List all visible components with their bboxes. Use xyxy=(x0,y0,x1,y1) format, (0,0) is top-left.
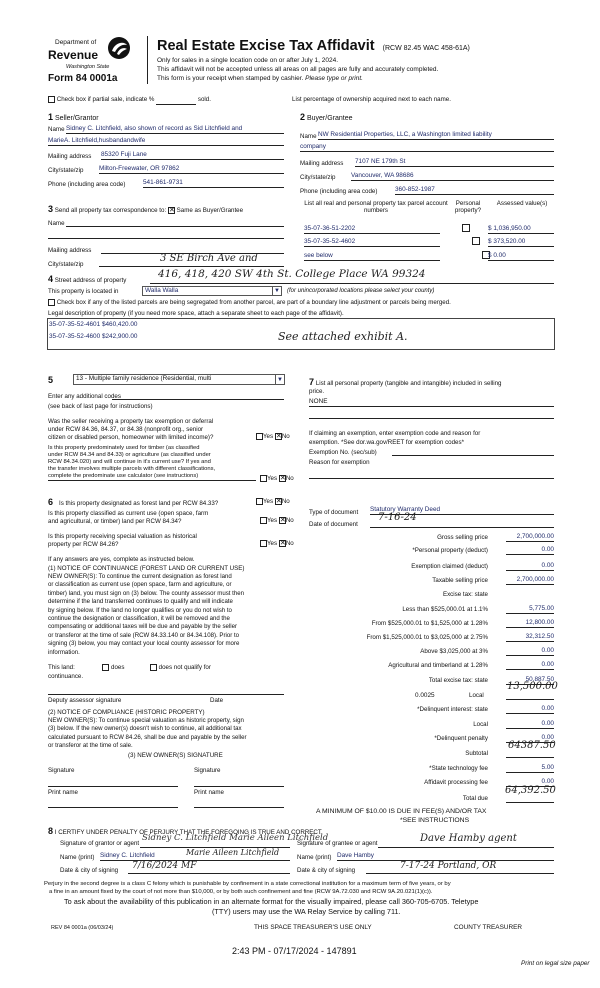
notice-2-line: calculated pursuant to RCW 84.26, shall be due and payable by the seller xyxy=(48,733,247,741)
tax-value-4[interactable]: 2,700,000.00 xyxy=(506,576,554,585)
personal-value[interactable]: NONE xyxy=(309,398,328,405)
street-label-text: Street address of property xyxy=(54,277,127,284)
timber-yes-checkbox[interactable] xyxy=(260,475,267,482)
rev-number: REV 84 0001a (06/03/24) xyxy=(51,925,114,931)
notice-1-line: compensating or additional taxes will be due and payable by the seller xyxy=(48,623,238,631)
seller-city-field[interactable]: Milton-Freewater, OR 97862 xyxy=(99,165,284,174)
grantee-sig-field[interactable] xyxy=(378,847,554,848)
buyer-city-field[interactable]: Vancouver, WA 98686 xyxy=(351,172,554,181)
legal-desc-label: Legal description of property (if you need more space, attach a separate sheet to each page of the affidavit). xyxy=(48,310,344,317)
forest-num: 6 xyxy=(48,497,54,507)
q-timber-underline xyxy=(48,480,256,481)
header-divider xyxy=(147,36,148,84)
assessed-col-header: Assessed value(s) xyxy=(496,200,548,207)
notice-1-line: signing (3) below, you may contact your local county assessor for more xyxy=(48,640,240,648)
tax-value-1[interactable]: 2,700,000.00 xyxy=(506,533,554,542)
notice-1-heading: (1) NOTICE OF CONTINUANCE (FOREST LAND OR CURRENT USE) xyxy=(48,565,245,572)
grantee-sig-label: Signature of grantee or agent xyxy=(297,840,378,847)
local-rate: 0.0025 xyxy=(415,692,435,699)
historic-yes-checkbox[interactable] xyxy=(260,540,267,547)
buyer-name-field-2[interactable]: company xyxy=(300,143,554,152)
buyer-heading xyxy=(300,112,353,123)
does-not-label: does not qualify for xyxy=(158,664,211,672)
pct-ownership-note: List percentage of ownership acquired next to each name. xyxy=(292,96,451,103)
exemption-label-2: exemption. *See dor.wa.gov/REET for exemption codes* xyxy=(309,439,465,446)
certify-text: I CERTIFY UNDER PENALTY OF PERJURY THAT THE FOREGOING IS TRUE AND CORRECT xyxy=(54,829,322,836)
q-timber-answer xyxy=(260,475,294,483)
notice-2-line: NEW OWNER(S): To continue special valuation as historic property, sign xyxy=(48,717,244,724)
street-handwriting: 416, 418, 420 SW 4th St. College Place WA 99324 xyxy=(158,268,426,280)
seller-addr-field[interactable]: 85320 Fuji Lane xyxy=(101,151,284,160)
land-use-value: 13 - Multiple family residence (Residential, multi xyxy=(76,375,212,382)
county-select[interactable] xyxy=(142,286,282,296)
deputy-date-label: Date xyxy=(210,697,224,704)
exemption-label-1: If claiming an exemption, enter exemption code and reason for xyxy=(309,430,481,437)
tax-label-6: Less than $525,000.01 at 1.1% xyxy=(402,606,488,613)
forest-no-label: No xyxy=(281,498,290,506)
if-any-note: If any answers are yes, complete as instructed below. xyxy=(48,556,195,563)
forest-yes-checkbox[interactable] xyxy=(256,498,263,505)
seller-addr-label: Mailing address xyxy=(48,153,92,160)
seller-phone-field[interactable]: 541-861-9731 xyxy=(143,179,284,188)
q-current-use-2: and agricultural, or timber) land per RCW 84.34? xyxy=(48,518,182,525)
exemption-no-checkbox[interactable] xyxy=(275,433,282,440)
notice-1-body xyxy=(48,573,244,657)
q-timber-3: RCW 84.34.020) and will continue in it's current use? If yes and xyxy=(48,459,211,465)
dept-label: Department of xyxy=(55,39,97,46)
notice-1-line: NEW OWNER(S): To continue the current designation as forest land xyxy=(48,573,232,580)
seller-phone-label: Phone (including area code) xyxy=(48,181,126,188)
tax-label-4: Taxable selling price xyxy=(432,577,488,584)
county-note: (for unincorporated locations please select your county) xyxy=(287,288,435,294)
notice-1-line: determine if the land transferred continues to qualify and will indicate xyxy=(48,598,233,606)
tax-value-11[interactable]: 50,887.50 xyxy=(506,676,554,685)
seller-num: 1 xyxy=(48,112,54,122)
seller-name-field-2[interactable]: MarieA. Litchfield,husbandandwife xyxy=(48,137,284,146)
buyer-addr-field[interactable]: 7107 NE 179th St xyxy=(355,158,554,167)
header-note-2: This affidavit will not be accepted unless all areas on all pages are fully and accurately completed. xyxy=(157,66,439,73)
tax-value-9[interactable]: 0.00 xyxy=(506,647,554,656)
delinq-local-value[interactable]: 0.00 xyxy=(506,720,554,729)
grantor-print-label: Name (print) xyxy=(60,854,95,861)
buyer-addr-label: Mailing address xyxy=(300,160,344,167)
land-use-select[interactable] xyxy=(73,374,285,385)
historic-yes-label: Yes xyxy=(267,540,278,548)
q-forest: Is this property designated as forest land per RCW 84.33? xyxy=(59,500,219,507)
q-timber-1: Is this property predominately used for timber (as classified xyxy=(48,445,200,451)
perjury-line-2: a fine in an amount fixed by the court of not more than $10,000, or by both such confinement and fine (RCW 9A.72.030 and RCW 9A.20.021(1)(c)). xyxy=(49,889,433,895)
q-timber-2: under RCW 84.34 and 84.33) or agriculture (as classified under xyxy=(48,452,211,458)
see-instructions: *SEE INSTRUCTIONS xyxy=(400,817,470,824)
notice-1-line: continue the designation or classification, it will be removed and the xyxy=(48,615,230,623)
local-label: Local xyxy=(469,692,484,699)
q-historic-1: Is this property receiving special valuation as historical xyxy=(48,533,197,540)
segregation-row xyxy=(48,299,451,307)
parcel-row-1[interactable]: 35-07-36-51-2202 xyxy=(304,225,440,234)
street-label xyxy=(48,274,126,285)
segregation-label: Check box if any of the listed parcels are being segregated from another parcel, are part of a boundary line adjustment or parcels being merged. xyxy=(56,299,451,307)
delinq-int-value[interactable]: 0.00 xyxy=(506,705,554,714)
grantor-date-label: Date & city of signing xyxy=(60,867,119,874)
chevron-down-icon: ▼ xyxy=(275,375,284,385)
current-use-yes-checkbox[interactable] xyxy=(260,517,267,524)
q-exemption-answer xyxy=(256,433,290,441)
tax-label-8: From $1,525,000.01 to $3,025,000 at 2.75% xyxy=(366,634,488,641)
personal-num: 7 xyxy=(309,377,315,387)
owner-print-label-2: Print name xyxy=(194,789,224,796)
delinq-pen-label: *Delinquent penalty xyxy=(434,735,488,742)
owner-sig-field-1[interactable] xyxy=(48,786,178,787)
personal-property-label xyxy=(309,377,502,388)
seller-heading xyxy=(48,112,99,123)
buyer-city-label: City/state/zip xyxy=(300,174,336,181)
subtotal-label: Subtotal xyxy=(465,750,488,757)
personal-label-2: price. xyxy=(309,388,325,395)
header-note-3b: Please type or print. xyxy=(305,75,363,82)
notice-2-line: or transferor at the time of sale. xyxy=(48,742,133,750)
partial-sale-label: Check box if partial sale, indicate % xyxy=(56,96,155,104)
tax-label-3: Exemption claimed (deduct) xyxy=(411,563,488,570)
forest-no-checkbox[interactable] xyxy=(275,498,282,505)
this-land-label: This land: xyxy=(48,664,75,672)
buyer-phone-field[interactable]: 360-852-1987 xyxy=(395,186,554,195)
personal-line-2 xyxy=(309,418,554,419)
header-note-3a: This form is your receipt when stamped by cashier. xyxy=(157,75,304,82)
this-land-row xyxy=(48,664,211,672)
assessed-row-3[interactable]: $ 0.00 xyxy=(488,252,554,261)
owner-print-field-2[interactable] xyxy=(194,807,284,808)
additional-codes-field[interactable] xyxy=(112,399,284,400)
doc-date-field[interactable] xyxy=(370,527,554,528)
q-historic-2: property per RCW 84.26? xyxy=(48,541,119,548)
grantor-sig-handwriting: Sidney C. Litchfield Marie Aileen Litchfield xyxy=(142,833,329,843)
notice-1-line: by signing below. If the land no longer qualifies or you do not wish to xyxy=(48,606,232,614)
recording-stamp: 2:43 PM - 07/17/2024 - 147891 xyxy=(232,946,357,956)
additional-codes-label: Enter any additional codes xyxy=(48,393,121,400)
buyer-heading-text: Buyer/Grantee xyxy=(306,115,353,122)
street-num: 4 xyxy=(48,274,54,284)
segregation-checkbox[interactable] xyxy=(48,299,55,306)
exemption-no-label: Exemption No. (sec/sub) xyxy=(309,449,377,456)
revenue-logo-icon xyxy=(106,36,132,60)
notice-2-heading: (2) NOTICE OF COMPLIANCE (HISTORIC PROPERTY) xyxy=(48,709,205,716)
buyer-num: 2 xyxy=(300,112,306,122)
corr-heading xyxy=(48,204,243,215)
certify-num: 8 xyxy=(48,826,54,836)
q-current-use-1: Is this property classified as current use (open space, farm xyxy=(48,510,209,517)
reason-label: Reason for exemption xyxy=(309,459,370,466)
q-historic-answer xyxy=(260,540,294,548)
doc-type-field[interactable]: Statutory Warranty Deed xyxy=(370,506,554,515)
corr-name-field-2[interactable] xyxy=(48,238,284,239)
tax-value-2[interactable]: 0.00 xyxy=(506,546,554,555)
local-handwriting: 13,500.00 xyxy=(507,681,558,692)
delinq-local-label: Local xyxy=(473,721,488,728)
tax-label-10: Agricultural and timberland at 1.28% xyxy=(388,662,488,669)
tax-value-6[interactable]: 5,775.00 xyxy=(506,605,554,614)
does-checkbox[interactable] xyxy=(102,664,109,671)
grantee-date-handwriting: 7-17-24 Portland, OR xyxy=(400,861,497,871)
exemption-no-label: No xyxy=(281,433,290,441)
see-back-label: (see back of last page for instructions) xyxy=(48,403,153,410)
parcel-row-3[interactable]: see below xyxy=(304,252,440,261)
historic-no-label: No xyxy=(285,540,294,548)
tech-fee-label: *State technology fee xyxy=(429,765,488,772)
brand-name: Revenue xyxy=(48,48,99,62)
notice-2-line: (3) below. If the new owner(s) doesn't wish to continue, all additional tax xyxy=(48,725,242,733)
assessed-row-2[interactable]: $ 373,520.00 xyxy=(488,238,554,247)
grantee-print-label: Name (print) xyxy=(297,854,332,861)
legal-size-note: Print on legal size paper xyxy=(521,960,590,967)
buyer-name-label: Name xyxy=(300,133,317,140)
header-note-1: Only for sales in a single location code on or after July 1, 2024. xyxy=(157,57,339,64)
notice-1-line: information. xyxy=(48,648,80,656)
tax-value-8[interactable]: 32,312.50 xyxy=(506,633,554,642)
header-note-3 xyxy=(157,75,363,83)
seller-city-label: City/state/zip xyxy=(48,167,84,174)
q-exemption-2: under RCW 84.36, 84.37, or 84.38 (nonprofit org., senior xyxy=(48,426,204,433)
tax-value-10[interactable]: 0.00 xyxy=(506,661,554,670)
tax-label-11: Total excise tax: state xyxy=(428,677,488,684)
land-use-num: 5 xyxy=(48,375,54,385)
doc-date-handwriting: 7-16-24 xyxy=(378,512,417,523)
grantor-date-field[interactable] xyxy=(128,873,290,874)
current-use-no-label: No xyxy=(285,517,294,525)
q-timber-5: complete the predominate use calculator (see instructions) xyxy=(48,473,199,479)
parcel-col-header: List all real and personal property tax parcel account numbers xyxy=(304,200,448,215)
deputy-sig-label: Deputy assessor signature xyxy=(48,697,122,704)
doc-date-label: Date of document xyxy=(309,521,358,528)
q-exemption-3: citizen or disabled person, homeowner with limited income)? xyxy=(48,434,214,441)
street-field[interactable] xyxy=(150,283,554,284)
partial-pct-field[interactable] xyxy=(156,96,196,104)
current-use-no-checkbox[interactable] xyxy=(279,517,286,524)
tax-label-7: From $525,000.01 to $1,525,000 at 1.28% xyxy=(371,620,488,627)
total-due-label: Total due xyxy=(462,795,488,802)
grantee-print-field[interactable]: Dave Hamby xyxy=(337,852,554,861)
tax-value-3[interactable]: 0.00 xyxy=(506,562,554,571)
owner-sig-field-2[interactable] xyxy=(194,786,284,787)
q-forest-answer xyxy=(256,498,290,506)
exemption-yes-checkbox[interactable] xyxy=(256,433,263,440)
seller-name-field[interactable]: Sidney C. Litchfield, also shown of record as Sid Litchfield and xyxy=(66,125,284,134)
corr-heading-text: Send all property tax correspondence to: xyxy=(54,207,167,214)
notice-3-heading: (3) NEW OWNER(S) SIGNATURE xyxy=(128,752,223,759)
notice-2-body xyxy=(48,717,247,751)
q-exemption-1: Was the seller receiving a property tax exemption or deferral xyxy=(48,418,214,425)
tax-label-5: Excise tax: state xyxy=(442,591,488,598)
subtotal-handwriting: 64387.50 xyxy=(508,740,556,751)
tax-value-7[interactable]: 12,800.00 xyxy=(506,619,554,628)
parcel-row-2[interactable]: 35-07-35-52-4602 xyxy=(304,238,440,247)
corr-name-field[interactable] xyxy=(66,226,284,227)
alt-format-line-1: To ask about the availability of this publication in an alternate format for the visually impaired, please call 360-705-6705. Teletype xyxy=(64,897,479,906)
same-as-buyer-label: Same as Buyer/Grantee xyxy=(176,207,244,214)
owner-print-field-1[interactable] xyxy=(48,807,178,808)
page-title xyxy=(157,38,470,55)
owner-sig-label-1: Signature xyxy=(48,767,75,774)
chevron-down-icon: ▼ xyxy=(272,287,281,296)
partial-sale-row xyxy=(48,96,211,105)
grantee-sig-handwriting: Dave Hamby agent xyxy=(420,833,517,844)
grantor-sig-label: Signature of grantor or agent xyxy=(60,840,140,847)
county-treasurer-label: COUNTY TREASURER xyxy=(454,924,522,931)
q-current-use-answer xyxy=(260,517,294,525)
tax-label-1: Gross selling price xyxy=(437,534,488,541)
delinq-int-label: *Delinquent interest: state xyxy=(417,706,488,713)
continuance-label: continuance. xyxy=(48,673,84,680)
timber-no-checkbox[interactable] xyxy=(279,475,286,482)
timber-yes-label: Yes xyxy=(267,475,278,483)
perjury-line-1: Perjury in the second degree is a class C felony which is punishable by confinement in a state correctional institution for a maximum term of five years, or by xyxy=(44,881,451,887)
notice-1-line: or classification as current use (open space, farm and agriculture, or xyxy=(48,581,232,589)
grantee-date-label: Date & city of signing xyxy=(297,867,356,874)
notice-1-line: timber) land, you must sign on (3) below. The county assessor must then xyxy=(48,589,244,597)
partial-sale-checkbox[interactable] xyxy=(48,96,55,103)
personal-checkbox-1[interactable] xyxy=(462,224,470,232)
title-ref: (RCW 82.45 WAC 458-61A) xyxy=(382,45,470,52)
partial-sold-label: sold. xyxy=(197,96,211,104)
form-number: Form 84 0001a xyxy=(48,73,118,84)
tech-fee-value[interactable]: 5.00 xyxy=(506,764,554,773)
minimum-note: A MINIMUM OF $10.00 IS DUE IN FEE(S) AND/OR TAX xyxy=(316,808,487,815)
title-text: Real Estate Excise Tax Affidavit xyxy=(157,38,375,54)
personal-line-1 xyxy=(309,406,554,407)
processing-fee-value[interactable]: 0.00 xyxy=(506,778,554,787)
historic-no-checkbox[interactable] xyxy=(279,540,286,547)
timber-no-label: No xyxy=(285,475,294,483)
exemption-yes-label: Yes xyxy=(263,433,274,441)
seller-heading-text: Seller/Grantor xyxy=(54,115,99,122)
personal-checkbox-2[interactable] xyxy=(472,237,480,245)
tax-label-2: *Personal property (deduct) xyxy=(412,547,488,554)
located-label: This property is located in xyxy=(48,288,119,295)
delinq-pen-value[interactable]: 0.00 xyxy=(506,734,554,743)
corr-city-field[interactable] xyxy=(99,266,284,267)
processing-fee-label: Affidavit processing fee xyxy=(424,779,488,786)
state-label: Washington State xyxy=(66,64,110,70)
grantor-print-handwriting: Marie Aileen Litchfield xyxy=(186,848,280,857)
buyer-phone-label: Phone (including area code) xyxy=(300,188,378,195)
deputy-sig-field[interactable] xyxy=(48,694,284,695)
assessed-row-1[interactable]: $ 1,036,950.00 xyxy=(488,225,554,234)
grantor-date-handwriting: 7/16/2024 MF xyxy=(132,861,197,871)
corr-addr-label: Mailing address xyxy=(48,247,92,254)
county-value: Walla Walla xyxy=(145,287,179,294)
forest-yes-label: Yes xyxy=(263,498,274,506)
treasurer-use-label: THIS SPACE TREASURER'S USE ONLY xyxy=(254,924,372,931)
personal-col-header: Personal property? xyxy=(454,200,482,215)
corr-city-handwriting: 3 SE Birch Ave and xyxy=(160,253,258,264)
buyer-name-field[interactable]: NW Residential Properties, LLC, a Washington limited liability xyxy=(318,131,554,140)
owner-print-label-1: Print name xyxy=(48,789,78,796)
exemption-no-field[interactable] xyxy=(392,455,554,456)
corr-name-label: Name xyxy=(48,220,65,227)
personal-label-1: List all personal property (tangible and intangible) included in selling xyxy=(315,380,502,387)
same-as-buyer-checkbox[interactable] xyxy=(168,207,175,214)
owner-sig-label-2: Signature xyxy=(194,767,221,774)
corr-city-label: City/state/zip xyxy=(48,261,84,268)
does-label: does xyxy=(111,664,125,672)
doc-type-label: Type of document xyxy=(309,509,359,516)
seller-name-label: Name xyxy=(48,126,65,133)
reason-field[interactable] xyxy=(309,478,554,479)
corr-num: 3 xyxy=(48,204,54,214)
current-use-yes-label: Yes xyxy=(267,517,278,525)
total-due-handwriting: 64,392.50 xyxy=(505,785,556,796)
legal-desc-line-1: 35-07-35-52-4601 $460,420.00 xyxy=(49,321,138,328)
grantor-print-field[interactable]: Sidney C. Litchfield xyxy=(100,852,290,861)
notice-1-line: or transferor at the time of sale (RCW 84.33.140 or 84.34.108). Prior to xyxy=(48,631,240,639)
tax-label-9: Above $3,025,000 at 3% xyxy=(420,648,488,655)
legal-desc-line-2: 35-07-35-52-4600 $242,900.00 xyxy=(49,333,138,340)
alt-format-line-2: (TTY) users may use the WA Relay Service by calling 711. xyxy=(212,907,401,916)
does-not-checkbox[interactable] xyxy=(150,664,157,671)
legal-desc-handwriting: See attached exhibit A. xyxy=(278,330,408,343)
grantee-date-field[interactable] xyxy=(366,873,554,874)
q-timber-4: the transfer involves multiple parcels with different classifications, xyxy=(48,466,216,472)
